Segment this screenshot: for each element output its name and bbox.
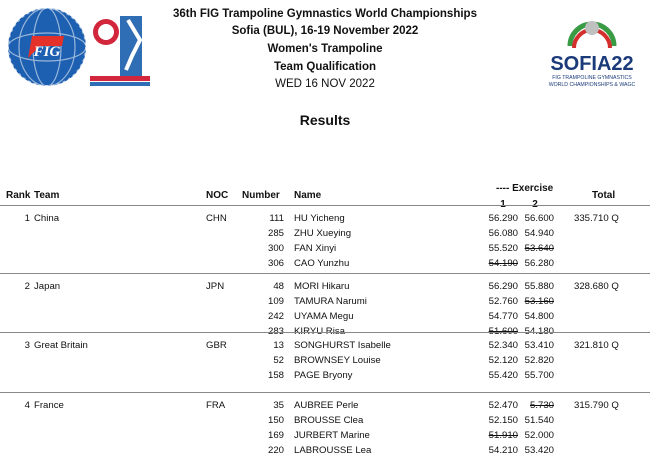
phase: Team Qualification [273,61,377,73]
exercise-2-score: 53.640 [524,242,554,254]
athlete-number: 306 [267,257,284,269]
col-name: Name [294,190,322,201]
athlete-number: 220 [267,444,284,456]
exercise-2-score: 53.420 [524,444,554,456]
athlete-name: LABROUSSE Lea [294,444,372,456]
exercise-2-score: 55.880 [524,281,554,292]
exercise-2-score: 5.730 [529,400,554,411]
exercise-2-score: 56.600 [524,213,554,224]
exercise-1-score: 54.190 [488,257,518,269]
team-total: 315.790 Q [574,400,619,411]
exercise-2-score: 51.540 [524,414,554,426]
athlete-number: 111 [269,213,284,224]
discipline: Women's Trampoline [267,43,383,55]
athlete-number: 158 [267,369,284,381]
exercise-1-score: 55.520 [488,242,518,254]
exercise-2-score: 56.280 [524,257,554,269]
athlete-number: 48 [273,281,284,292]
athlete-name: HU Yicheng [294,213,345,224]
athlete-name: CAO Yunzhu [294,257,350,269]
athlete-name: JURBERT Marine [294,429,370,441]
sofia22-logo-sub1: FIG TRAMPOLINE GYMNASTICS [552,75,632,81]
team-total: 321.810 Q [574,340,619,351]
team-rank: 2 [24,281,30,292]
athlete-name: PAGE Bryony [294,369,353,381]
exercise-2-score: 52.820 [524,354,554,366]
exercise-2-score: 53.160 [524,295,554,307]
exercise-1-score: 52.340 [488,340,518,351]
exercise-2-score: 54.940 [524,227,554,239]
col-rank: Rank [6,190,31,201]
athlete-number: 13 [273,340,284,351]
event-date: WED 16 NOV 2022 [275,78,375,90]
athlete-name: SONGHURST Isabelle [294,340,391,351]
col-noc: NOC [206,190,229,201]
col-ex1: 1 [500,199,506,210]
exercise-1-score: 56.080 [488,227,518,239]
exercise-1-score: 56.290 [488,213,518,224]
team-noc: JPN [206,281,225,292]
athlete-number: 169 [267,429,284,441]
team-name: France [34,400,64,411]
exercise-1-score: 51.600 [488,325,518,337]
exercise-1-score: 52.120 [488,354,518,366]
team-rank: 4 [24,400,30,411]
athlete-number: 150 [267,414,284,426]
sofia22-logo-sub2: WORLD CHAMPIONSHIPS & WAGC [548,82,636,88]
athlete-number: 283 [267,325,284,337]
exercise-2-score: 54.180 [524,325,554,337]
team-noc: FRA [206,400,226,411]
exercise-2-score: 52.000 [524,429,554,441]
athlete-number: 109 [267,295,284,307]
athlete-name: KIRYU Risa [294,325,346,337]
team-separator [0,392,650,393]
athlete-number: 285 [267,227,284,239]
exercise-1-score: 56.290 [488,281,518,292]
team-noc: CHN [206,213,227,224]
exercise-1-score: 52.760 [488,295,518,307]
event-location: Sofia (BUL), 16-19 November 2022 [231,25,419,37]
team-name: Japan [34,281,61,292]
athlete-name: MORI Hikaru [294,281,350,292]
exercise-2-score: 55.700 [524,369,554,381]
col-team: Team [34,190,60,201]
sofia22-logo-text: SOFIA22 [550,53,634,75]
athlete-number: 242 [267,310,284,322]
svg-text:FIG: FIG [33,44,61,60]
team-separator [0,332,650,333]
team-rank: 1 [24,213,30,224]
results-title: Results [299,112,351,128]
exercise-1-score: 55.420 [488,369,518,381]
athlete-name: FAN Xinyi [294,242,337,254]
exercise-1-score: 51.910 [488,429,518,441]
exercise-1-score: 54.770 [488,310,518,322]
col-number: Number [242,190,280,201]
exercise-1-score: 52.150 [488,414,518,426]
athlete-name: BROWNSEY Louise [294,354,381,366]
team-total: 328.680 Q [574,281,619,292]
col-total: Total [592,190,616,201]
event-title: 36th FIG Trampoline Gymnastics World Championships [173,8,477,20]
athlete-number: 300 [267,242,284,254]
athlete-name: TAMURA Narumi [294,295,367,307]
team-rank: 3 [24,340,30,351]
athlete-name: BROUSSE Clea [294,414,364,426]
exercise-1-score: 52.470 [488,400,518,411]
athlete-name: ZHU Xueying [294,227,352,239]
exercise-1-score: 54.210 [488,444,518,456]
team-total: 335.710 Q [574,213,619,224]
athlete-name: UYAMA Megu [294,310,354,322]
col-exercise: ---- Exercise [496,183,554,194]
team-name: Great Britain [34,340,88,351]
team-separator [0,205,650,206]
col-ex2: 2 [532,199,538,210]
athlete-number: 52 [273,354,284,366]
exercise-2-score: 54.800 [524,310,554,322]
team-noc: GBR [206,340,227,351]
athlete-number: 35 [273,400,284,411]
exercise-2-score: 53.410 [524,340,554,351]
team-name: China [34,213,60,224]
athlete-name: AUBREE Perle [294,400,359,411]
team-separator [0,273,650,274]
